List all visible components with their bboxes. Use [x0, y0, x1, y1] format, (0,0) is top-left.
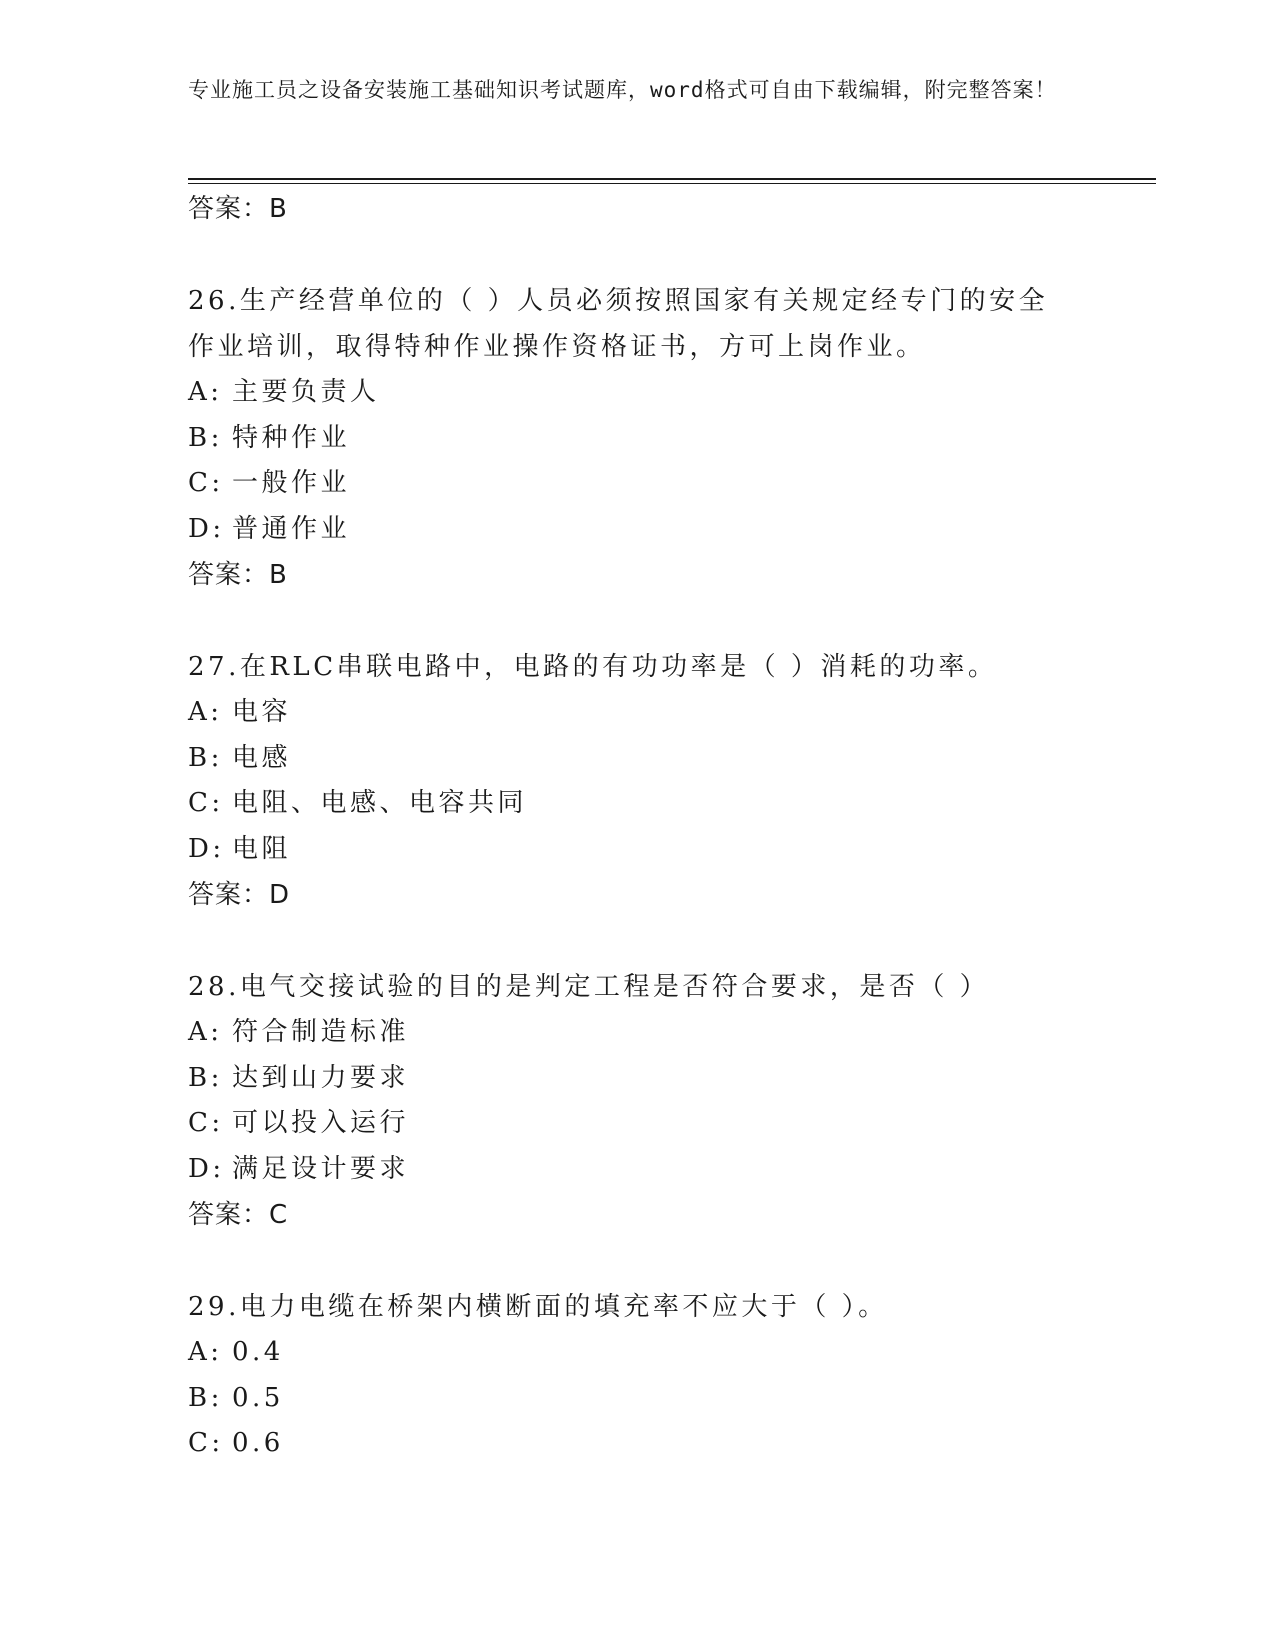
option-a: [188, 1330, 1088, 1376]
option-a: [188, 1010, 1088, 1056]
option-label: A:: [188, 697, 223, 727]
option-text: 一般作业: [232, 468, 351, 498]
option-label: C:: [188, 1428, 224, 1458]
question-item: [188, 964, 1088, 1238]
answer-line: 答案：C: [188, 1200, 289, 1230]
option-text: 0.4: [232, 1337, 284, 1367]
option-a: [188, 690, 1088, 736]
option-label: B:: [188, 1382, 223, 1413]
option-label: A:: [188, 1017, 223, 1047]
option-c: [188, 1421, 1088, 1467]
option-text: 电容: [232, 697, 292, 727]
document-header: 专业施工员之设备安装施工基础知识考试题库，word格式可自由下载编辑，附完整答案！: [188, 78, 1057, 102]
question-item: [188, 278, 1088, 598]
question-text: 27.在RLC串联电路中，电路的有功功率是（ ）消耗的功率。: [188, 652, 998, 682]
option-label: B:: [188, 742, 223, 773]
option-label: D:: [188, 833, 225, 864]
option-b: [188, 1056, 1088, 1102]
option-text: 符合制造标准: [232, 1017, 410, 1047]
question-list: [188, 186, 1088, 1467]
option-text: 0.6: [232, 1428, 284, 1458]
option-c: [188, 781, 1088, 827]
option-a: [188, 370, 1088, 416]
option-text: 满足设计要求: [232, 1153, 410, 1184]
option-c: [188, 1101, 1088, 1147]
option-label: C:: [188, 788, 224, 818]
option-label: A:: [188, 377, 223, 407]
question-item: [188, 644, 1088, 918]
question-item: [188, 1284, 1088, 1467]
header-divider: [188, 178, 1156, 184]
option-text: 特种作业: [232, 422, 351, 453]
option-text: 电阻: [232, 833, 292, 864]
option-b: [188, 1376, 1088, 1422]
option-label: A:: [188, 1337, 223, 1367]
option-c: [188, 461, 1088, 507]
option-text: 电感: [232, 742, 292, 773]
question-text: 28.电气交接试验的目的是判定工程是否符合要求，是否（ ）: [188, 972, 990, 1002]
option-text: 普通作业: [232, 513, 351, 544]
option-label: B:: [188, 422, 223, 453]
option-b: [188, 736, 1088, 782]
option-d: [188, 827, 1088, 873]
option-text: 0.5: [232, 1382, 284, 1413]
question-text: 29.电力电缆在桥架内横断面的填充率不应大于（ ）。: [188, 1292, 888, 1322]
option-label: D:: [188, 513, 225, 544]
option-b: [188, 416, 1088, 462]
option-label: C:: [188, 468, 224, 498]
option-text: 达到山力要求: [232, 1062, 410, 1093]
option-label: B:: [188, 1062, 223, 1093]
option-label: C:: [188, 1108, 224, 1138]
question-text: 26.生产经营单位的（ ）人员必须按照国家有关规定经专门的安全作业培训，取得特种作业操作资格证书，方可上岗作业。: [188, 286, 1049, 362]
option-text: 主要负责人: [232, 377, 380, 407]
option-label: D:: [188, 1153, 225, 1184]
answer-line: 答案：B: [188, 560, 288, 590]
option-text: 电阻、电感、电容共同: [232, 788, 528, 818]
answer-line: 答案：B: [188, 194, 288, 224]
answer-line: 答案：D: [188, 880, 291, 910]
option-d: [188, 507, 1088, 553]
option-d: [188, 1147, 1088, 1193]
option-text: 可以投入运行: [232, 1108, 410, 1138]
